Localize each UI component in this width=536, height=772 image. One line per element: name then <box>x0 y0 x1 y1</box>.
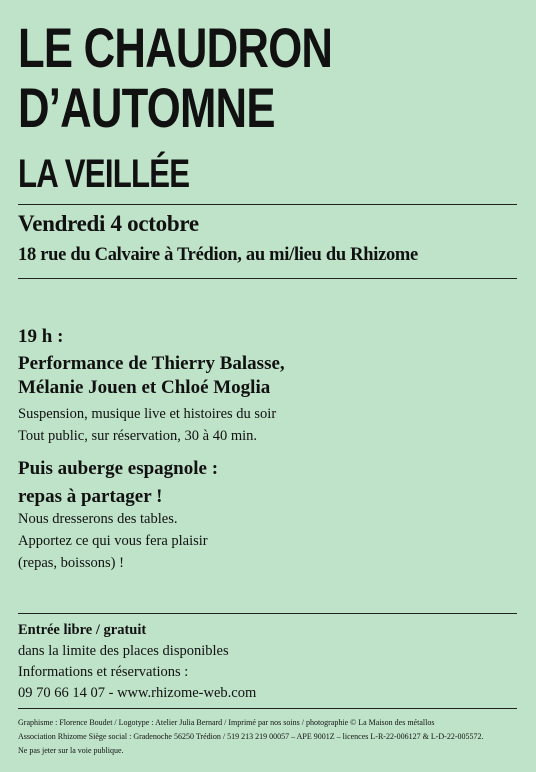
divider <box>18 204 517 205</box>
performance-description <box>18 403 276 447</box>
divider <box>18 278 517 279</box>
info-label: Informations et réservations : <box>18 664 189 680</box>
performance-title-line-2: Mélanie Jouen et Chloé Moglia <box>18 377 271 398</box>
performance-desc-line-2: Tout public, sur réservation, 30 à 40 min. <box>18 428 257 444</box>
auberge-desc-line-1: Nous dresserons des tables. <box>18 511 178 527</box>
auberge-description <box>18 508 208 574</box>
program-time: 19 h : <box>18 326 64 347</box>
divider <box>18 613 517 614</box>
credits-line-2: Association Rhizome Siège social : Gradenoche 56250 Trédion / 519 213 219 00057 – APE 9001Z – licences L-R-22-006127 & L-D-22-005572. <box>18 732 484 741</box>
auberge-desc-line-2: Apportez ce qui vous fera plaisir <box>18 533 208 549</box>
credits-line-3: Ne pas jeter sur la voie publique. <box>18 746 124 755</box>
auberge-title-line-2: repas à partager ! <box>18 486 163 507</box>
credits <box>18 716 484 758</box>
auberge-title <box>18 455 218 511</box>
title-line-1: LE CHAUDRON <box>18 16 333 79</box>
title-line-2: D’AUTOMNE <box>18 76 275 139</box>
entry-info <box>18 620 256 704</box>
divider <box>18 708 517 709</box>
entry-limit: dans la limite des places disponibles <box>18 643 229 659</box>
auberge-title-line-1: Puis auberge espagnole : <box>18 458 219 479</box>
credits-line-1: Graphisme : Florence Boudet / Logotype : Atelier Julia Bernard / Imprimé par nos soins / photographie © La Maison des métallos <box>18 718 435 727</box>
performance-desc-line-1: Suspension, musique live et histoires du soir <box>18 406 277 422</box>
performance-title <box>18 352 285 400</box>
event-date: Vendredi 4 octobre <box>18 211 199 236</box>
auberge-desc-line-3: (repas, boissons) ! <box>18 555 124 571</box>
subtitle: LA VEILLÉE <box>18 152 190 196</box>
contact-info: 09 70 66 14 07 - www.rhizome-web.com <box>18 685 257 701</box>
performance-title-line-1: Performance de Thierry Balasse, <box>18 353 285 374</box>
event-address: 18 rue du Calvaire à Trédion, au mi/lieu du Rhizome <box>18 245 418 265</box>
entry-label: Entrée libre / gratuit <box>18 622 147 638</box>
